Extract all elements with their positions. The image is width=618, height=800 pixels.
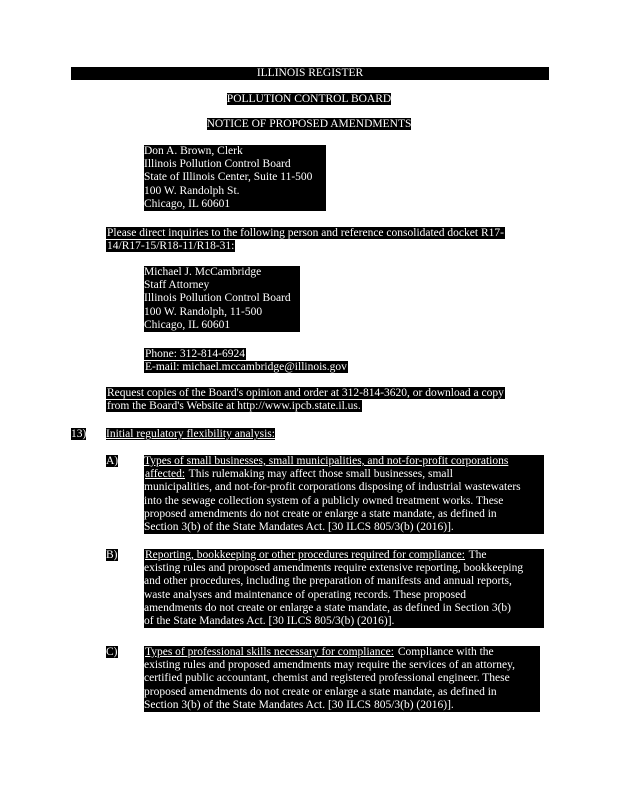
inquiries-paragraph (106, 227, 536, 253)
clerk-city: Chicago, IL 60601 (144, 197, 231, 210)
item-c-label: C) (106, 646, 118, 658)
item-c-line-1-heading: Types of professional skills necessary for compliance: (145, 646, 394, 658)
item-a-label: A) (106, 455, 119, 467)
register-header-bar (71, 67, 549, 80)
item-b-line-1-heading: Reporting, bookkeeping or other procedures required for compliance: (145, 549, 465, 561)
contact-methods-block (144, 348, 384, 374)
contact-name: Michael J. McCambridge (144, 266, 262, 278)
copies-paragraph (106, 387, 536, 413)
inquiries-line-2: 14/R17-15/R18-11/R18-31: (107, 240, 235, 253)
item-b-label-row (106, 549, 118, 562)
item-a-label-row (106, 455, 118, 468)
clerk-street: 100 W. Randolph St. (144, 184, 240, 197)
copies-line-1: Request copies of the Board's opinion and order at 312-814-3620, or download a copy (107, 387, 504, 399)
item-a-line-4: into the sewage collection system of a publicly owned treatment works. These (144, 494, 504, 507)
item-c-paragraph (144, 646, 540, 712)
contact-phone: Phone: 312-814-6924 (145, 348, 245, 360)
agency-title: POLLUTION CONTROL BOARD (226, 93, 392, 105)
contact-email: E-mail: michael.mccambridge@illinois.gov (145, 361, 347, 374)
item-a-line-2: affected: This rulemaking may affect those small businesses, small (145, 468, 453, 481)
clerk-name: Don A. Brown, Clerk (144, 145, 243, 157)
item-a-line-3: municipalities, and not-for-profit corporations disposing of industrial wastewaters (144, 481, 521, 494)
register-title: ILLINOIS REGISTER (256, 67, 364, 79)
item-b-line-4: waste analyses and maintenance of operating records. These proposed (144, 588, 466, 601)
section-13-title: Initial regulatory flexibility analysis: (106, 428, 275, 440)
item-b-line-5: amendments do not create or enlarge a state mandate, as defined in Section 3(b) (144, 601, 512, 614)
contact-street: 100 W. Randolph, 11-500 (144, 305, 263, 318)
item-a-line-6: Section 3(b) of the State Mandates Act. [30 ILCS 805/3(b) (2016)]. (144, 521, 454, 534)
item-c-line-4: proposed amendments do not create or enlarge a state mandate, as defined in (144, 685, 497, 698)
section-13-number: 13) (71, 428, 87, 440)
contact-org: Illinois Pollution Control Board (144, 292, 291, 305)
item-b-label: B) (106, 549, 118, 561)
item-a-paragraph (144, 455, 544, 534)
item-c-line-3: certified public accountant, chemist and registered professional engineer. These (144, 672, 510, 685)
item-b-line-2: existing rules and proposed amendments require extensive reporting, bookkeeping (144, 562, 524, 575)
notice-title: NOTICE OF PROPOSED AMENDMENTS (206, 118, 412, 130)
contact-city: Chicago, IL 60601 (144, 318, 231, 331)
item-a-line-1: Types of small businesses, small municipalities, and not-for-profit corporations (144, 455, 509, 467)
item-a-line-5: proposed amendments do not create or enlarge a state mandate, as defined in (144, 507, 497, 520)
item-c-label-row (106, 646, 118, 659)
item-b-line-6: of the State Mandates Act. [30 ILCS 805/3(b) (2016)]. (144, 615, 395, 628)
agency-title-row (0, 93, 618, 106)
item-a-line-2-heading: affected: (145, 468, 186, 481)
inquiries-line-1: Please direct inquiries to the following person and reference consolidated docket R17- (107, 227, 504, 239)
item-b-line-3: and other procedures, including the preparation of manifests and annual reports, (144, 575, 512, 588)
section-13-number-row (71, 428, 86, 441)
item-b-line-1: Reporting, bookkeeping or other procedures required for compliance: The (145, 549, 487, 561)
item-c-line-5: Section 3(b) of the State Mandates Act. [30 ILCS 805/3(b) (2016)]. (144, 698, 454, 711)
clerk-address-block (144, 145, 326, 211)
item-c-line-2: existing rules and proposed amendments may require the services of an attorney, (144, 659, 515, 672)
copies-line-2: from the Board's Website at http://www.ipcb.state.il.us. (107, 400, 361, 413)
contact-title: Staff Attorney (144, 279, 210, 292)
item-b-paragraph (144, 549, 544, 628)
section-13-title-row (106, 428, 275, 441)
contact-address-block (144, 266, 300, 332)
clerk-building: State of Illinois Center, Suite 11-500 (144, 171, 313, 184)
clerk-org: Illinois Pollution Control Board (144, 158, 291, 171)
item-c-line-1: Types of professional skills necessary for compliance: Compliance with the (145, 646, 494, 658)
notice-title-row (0, 118, 618, 131)
